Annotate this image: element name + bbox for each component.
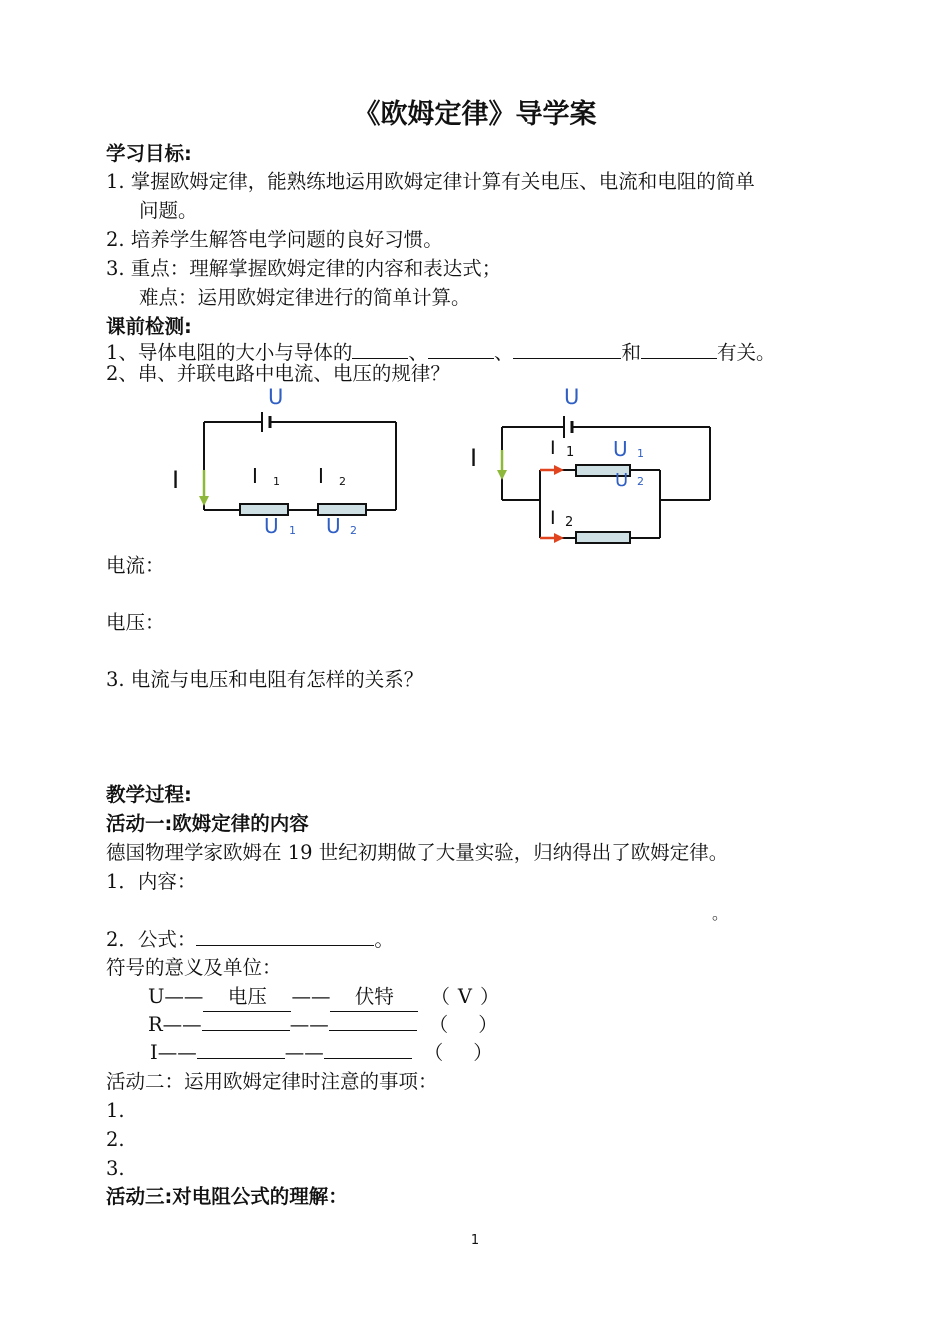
activity-2-heading: 活动二：运用欧姆定律时注意的事项： <box>106 1070 438 1093</box>
paren-close: ） <box>473 1041 493 1064</box>
series-i-label: I <box>172 466 180 494</box>
series-i2-sub: 2 <box>339 475 346 488</box>
page-title: 《欧姆定律》导学案 <box>353 99 597 130</box>
formula-label: 2．公式： <box>106 928 197 951</box>
formula-blank[interactable] <box>196 925 374 946</box>
parallel-i1-label: I <box>550 437 556 459</box>
content-end-mark: 。 <box>712 904 729 923</box>
process-heading: 教学过程: <box>106 783 192 806</box>
series-u1-label: U <box>264 514 279 538</box>
activity-2-item-3: 3. <box>106 1157 125 1180</box>
current-arrow-head <box>497 470 507 480</box>
paren-open: （ <box>423 1041 444 1064</box>
parallel-i2-label: I <box>550 507 556 529</box>
parallel-u1-label: U <box>613 437 628 461</box>
activity-2-item-1: 1. <box>106 1099 125 1122</box>
unit-field[interactable] <box>329 1030 417 1031</box>
symbol-row-r <box>148 1011 498 1039</box>
series-i1-sub: 1 <box>273 475 280 488</box>
content-label: 1．内容： <box>106 870 197 893</box>
symbol: U—— <box>148 985 204 1008</box>
symbol: R—— <box>148 1013 202 1036</box>
branch-2-arrow-head <box>554 533 564 543</box>
parallel-u1-sub: 1 <box>637 447 644 460</box>
q1-sep-2: 、 <box>493 341 514 364</box>
branch-1-arrow-head <box>554 465 564 475</box>
q1-sep-1: 、 <box>408 341 428 364</box>
parallel-u2-label: U <box>615 470 629 491</box>
page-number: 1 <box>470 1233 480 1248</box>
pretest-question-3: 3. 电流与电压和电阻有怎样的关系？ <box>106 668 424 691</box>
parallel-i1-sub: 1 <box>566 445 575 460</box>
formula-line <box>106 925 394 954</box>
objectives-heading: 学习目标: <box>106 142 192 165</box>
series-i1-label: I <box>252 464 258 488</box>
series-u2-label: U <box>326 514 341 538</box>
dash: —— <box>284 1041 324 1064</box>
q1-blank-1[interactable] <box>352 338 408 359</box>
current-arrow-head <box>199 496 209 506</box>
q1-and: 和 <box>621 341 641 364</box>
parallel-u2-sub: 2 <box>637 475 644 488</box>
symbol: I—— <box>150 1041 197 1064</box>
series-u2-sub: 2 <box>350 524 357 537</box>
unit-field[interactable]: 伏特 <box>330 983 418 1012</box>
activity-3-heading: 活动三:对电阻公式的理解： <box>106 1185 348 1208</box>
activity-1-intro: 德国物理学家欧姆在 19 世纪初期做了大量实验，归纳得出了欧姆定律。 <box>106 841 729 864</box>
series-u-label: U <box>268 385 284 409</box>
objective-1-line2: 问题。 <box>139 199 198 222</box>
pretest-question-2: 2、串、并联电路中电流、电压的规律？ <box>106 362 450 385</box>
parallel-i-label: I <box>470 444 478 472</box>
objective-3-line1: 3. 重点：理解掌握欧姆定律的内容和表达式； <box>106 257 502 280</box>
symbol-row-u <box>148 983 499 1012</box>
objective-2: 2. 培养学生解答电学问题的良好习惯。 <box>106 228 443 251</box>
objective-3-line2: 难点：运用欧姆定律进行的简单计算。 <box>139 286 471 309</box>
paren-close: ） <box>479 985 500 1008</box>
current-label: 电流： <box>106 554 165 577</box>
activity-1-heading: 活动一:欧姆定律的内容 <box>106 812 309 835</box>
activity-2-item-2: 2. <box>106 1128 125 1151</box>
q1-suffix: 有关。 <box>716 341 776 364</box>
paren-open: （ <box>430 985 450 1008</box>
paren-close: ） <box>478 1013 498 1036</box>
symbol-row-i <box>150 1039 493 1067</box>
series-circuit-diagram <box>160 382 410 542</box>
q1-blank-4[interactable] <box>641 338 717 359</box>
voltage-label: 电压： <box>106 611 165 634</box>
unit-field[interactable] <box>324 1058 412 1059</box>
dash: —— <box>291 985 331 1008</box>
meaning-field[interactable]: 电压 <box>203 983 291 1012</box>
parallel-u-label: U <box>564 385 580 409</box>
pretest-heading: 课前检测: <box>106 315 192 338</box>
objective-1-line1: 1. 掌握欧姆定律，能熟练地运用欧姆定律计算有关电压、电流和电阻的简单 <box>106 170 755 193</box>
q1-blank-2[interactable] <box>428 338 494 359</box>
formula-end: 。 <box>374 928 394 951</box>
dash: —— <box>289 1013 329 1036</box>
unit-abbr-field[interactable]: V <box>457 985 472 1008</box>
paren-open: （ <box>428 1013 449 1036</box>
q1-blank-3[interactable] <box>513 338 621 359</box>
q1-prefix: 1、导体电阻的大小与导体的 <box>106 341 353 364</box>
parallel-circuit-diagram <box>460 382 720 552</box>
series-u1-sub: 1 <box>289 524 296 537</box>
series-i2-label: I <box>318 464 324 488</box>
meaning-field[interactable] <box>202 1030 290 1031</box>
symbols-label: 符号的意义及单位： <box>106 956 282 979</box>
parallel-i2-sub: 2 <box>565 515 574 530</box>
meaning-field[interactable] <box>197 1058 285 1059</box>
resistor-2 <box>576 532 630 543</box>
